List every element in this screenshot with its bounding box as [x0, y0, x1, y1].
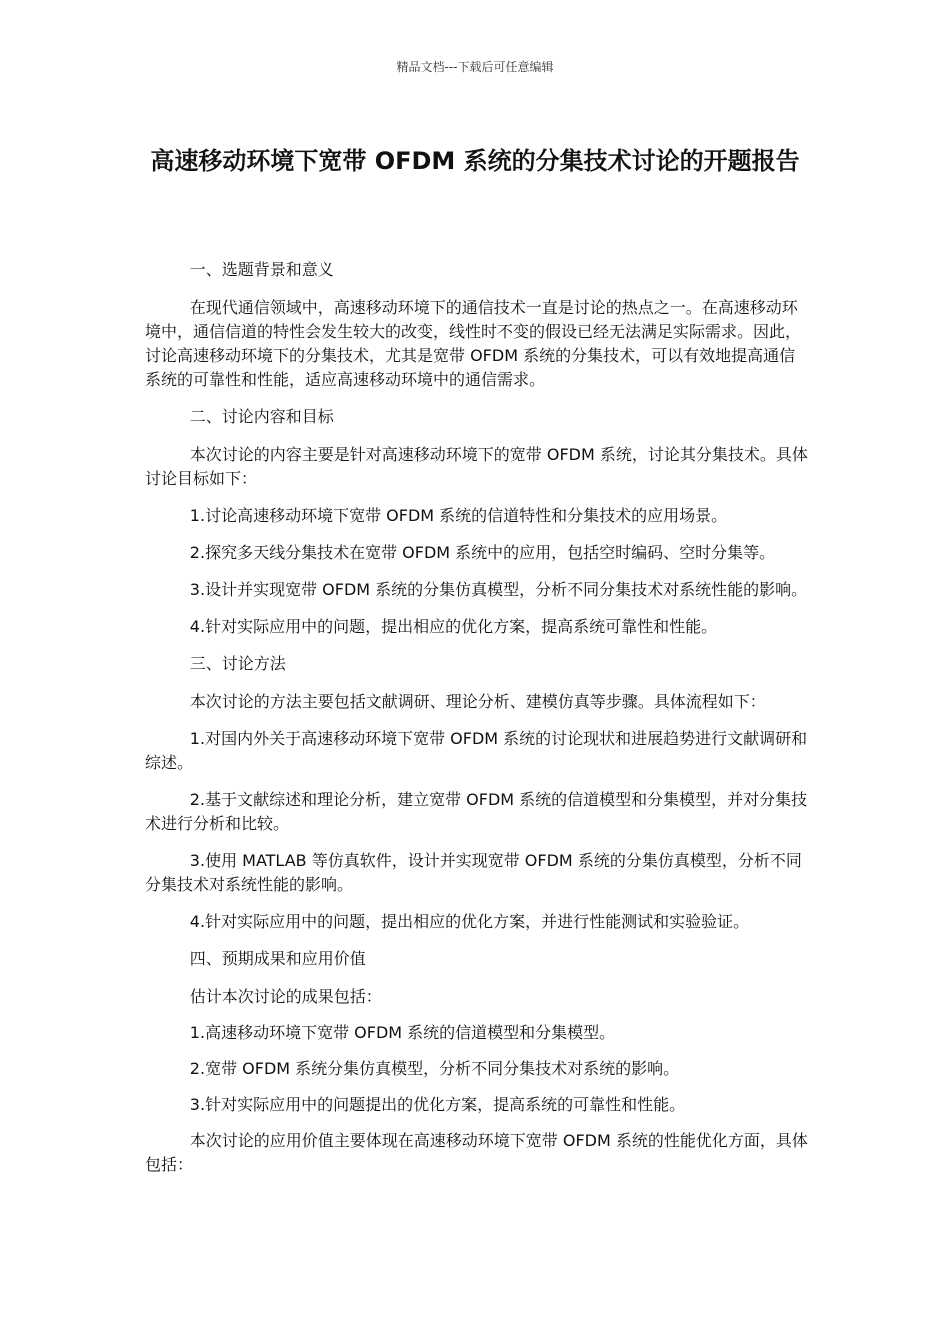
paragraph-application-value: 本次讨论的应用价值主要体现在高速移动环境下宽带 OFDM 系统的性能优化方面，具体包括：	[145, 1131, 808, 1174]
section-heading-outcomes: 四、预期成果和应用价值	[189, 949, 366, 968]
list-item-method-4: 4.针对实际应用中的问题，提出相应的优化方案，并进行性能测试和实验验证。	[189, 912, 750, 931]
list-item-goal-2: 2.探究多天线分集技术在宽带 OFDM 系统中的应用，包括空时编码、空时分集等。	[189, 543, 776, 562]
document-title: 高速移动环境下宽带 OFDM 系统的分集技术讨论的开题报告	[150, 147, 800, 175]
list-item-outcome-1: 1.高速移动环境下宽带 OFDM 系统的信道模型和分集模型。	[189, 1023, 616, 1042]
section-heading-content: 二、讨论内容和目标	[189, 407, 334, 426]
list-item-goal-4: 4.针对实际应用中的问题，提出相应的优化方案，提高系统可靠性和性能。	[189, 617, 718, 636]
list-item-outcome-2: 2.宽带 OFDM 系统分集仿真模型，分析不同分集技术对系统的影响。	[189, 1059, 680, 1078]
list-item-method-1: 1.对国内外关于高速移动环境下宽带 OFDM 系统的讨论现状和进展趋势进行文献调研和综述。	[145, 729, 808, 772]
list-item-goal-3: 3.设计并实现宽带 OFDM 系统的分集仿真模型，分析不同分集技术对系统性能的影响。	[189, 580, 808, 599]
list-item-method-3: 3.使用 MATLAB 等仿真软件，设计并实现宽带 OFDM 系统的分集仿真模型，分析不同分集技术对系统性能的影响。	[145, 851, 802, 894]
list-item-goal-1: 1.讨论高速移动环境下宽带 OFDM 系统的信道特性和分集技术的应用场景。	[189, 506, 728, 525]
list-item-method-2: 2.基于文献综述和理论分析，建立宽带 OFDM 系统的信道模型和分集模型，并对分集技术进行分析和比较。	[145, 790, 808, 833]
paragraph-content-intro: 本次讨论的内容主要是针对高速移动环境下的宽带 OFDM 系统，讨论其分集技术。具体讨论目标如下：	[145, 445, 808, 488]
section-heading-background: 一、选题背景和意义	[189, 260, 334, 279]
paragraph-background: 在现代通信领域中，高速移动环境下的通信技术一直是讨论的热点之一。在高速移动环境中，通信信道的特性会发生较大的改变，线性时不变的假设已经无法满足实际需求。因此，讨论高速移动环境下的分集技术，尤其是宽带 OFDM 系统的分集技术，可以有效地提高通信系统的可靠性和性能，适应高速移动环境中的通信需求。	[145, 298, 802, 389]
list-item-outcome-3: 3.针对实际应用中的问题提出的优化方案，提高系统的可靠性和性能。	[189, 1095, 686, 1114]
header-note: 精品文档---下载后可任意编辑	[396, 60, 554, 74]
section-heading-method: 三、讨论方法	[189, 654, 286, 673]
paragraph-method-intro: 本次讨论的方法主要包括文献调研、理论分析、建模仿真等步骤。具体流程如下：	[189, 692, 766, 711]
document-body	[145, 258, 810, 1190]
paragraph-outcomes-intro: 估计本次讨论的成果包括：	[189, 987, 382, 1006]
